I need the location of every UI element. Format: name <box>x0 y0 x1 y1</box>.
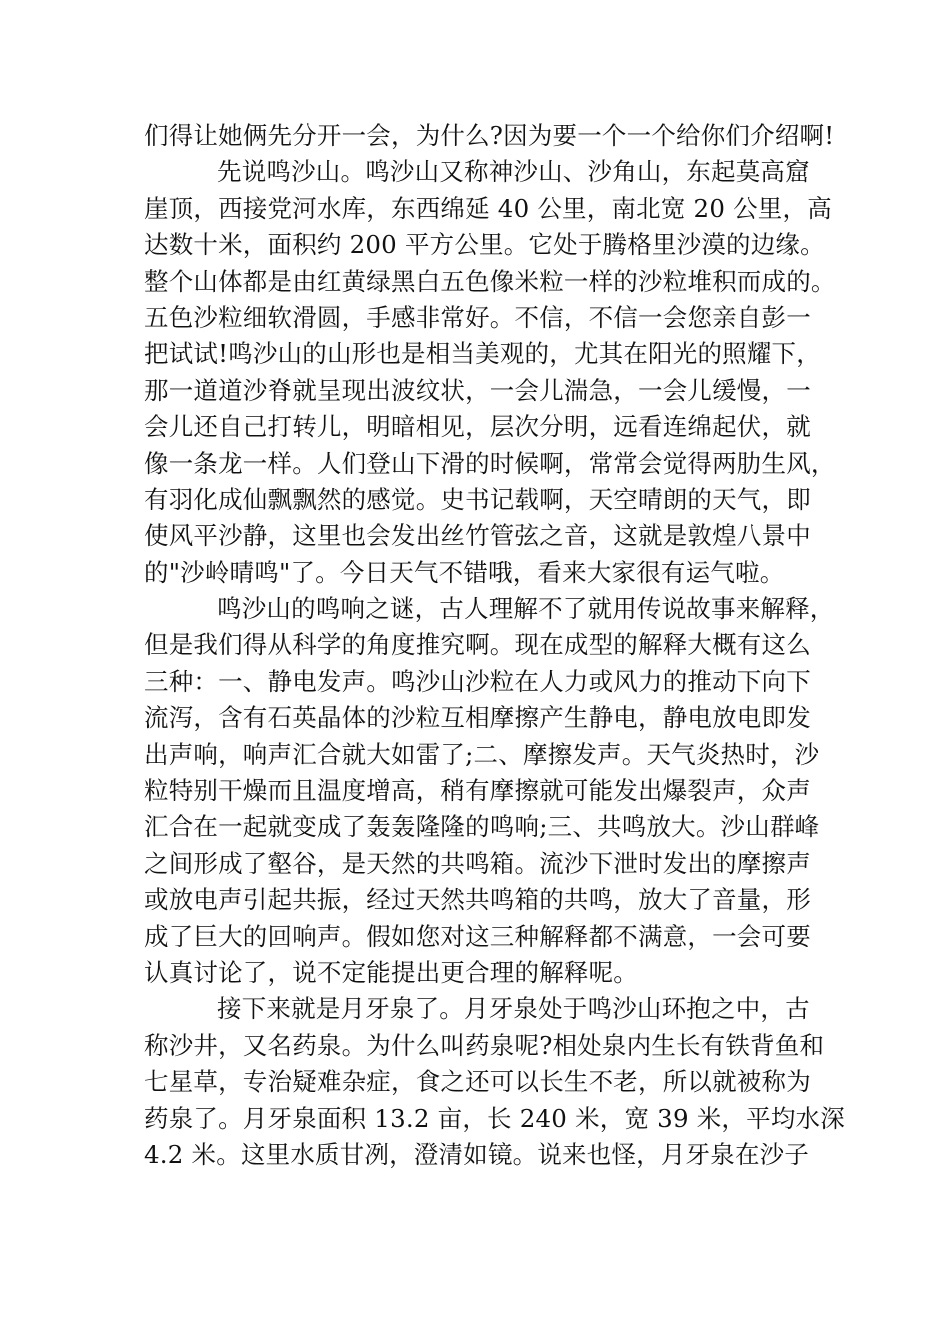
text-line: 汇合在一起就变成了轰轰隆隆的鸣响;三、共鸣放大。沙山群峰 <box>144 812 820 842</box>
text-line: 药泉了。月牙泉面积 13.2 亩，长 240 米，宽 39 米，平均水深 <box>144 1103 845 1133</box>
text-line: 们得让她俩先分开一会，为什么?因为要一个一个给你们介绍啊! <box>144 121 835 150</box>
text-line: 粒特别干燥而且温度增高，稍有摩擦就可能发出爆裂声，众声 <box>144 776 811 806</box>
text-line: 三种：一、静电发声。鸣沙山沙粒在人力或风力的推动下向下 <box>144 666 811 696</box>
text-line: 认真讨论了，说不定能提出更合理的解释呢。 <box>144 957 638 987</box>
text-line: 使风平沙静，这里也会发出丝竹管弦之音，这就是敦煌八景中 <box>144 521 811 551</box>
body-text <box>144 118 845 1173</box>
text-line: 会儿还自己打转儿，明暗相见，层次分明，远看连绵起伏，就 <box>144 412 811 442</box>
text-line: 像一条龙一样。人们登山下滑的时候啊，常常会觉得两肋生风， <box>144 448 836 478</box>
text-line: 崖顶，西接党河水库，东西绵延 40 公里，南北宽 20 公里，高 <box>144 193 832 223</box>
text-line: 的"沙岭晴鸣"了。今日天气不错哦，看来大家很有运气啦。 <box>144 557 785 587</box>
text-line: 但是我们得从科学的角度推究啊。现在成型的解释大概有这么 <box>144 630 811 660</box>
text-line: 有羽化成仙飘飘然的感觉。史书记载啊，天空晴朗的天气，即 <box>144 484 811 514</box>
text-line: 把试试!鸣沙山的山形也是相当美观的，尤其在阳光的照耀下， <box>144 339 821 369</box>
paragraph-start-line: 鸣沙山的鸣响之谜，古人理解不了就用传说故事来解释， <box>217 594 835 624</box>
text-line: 那一道道沙脊就呈现出波纹状，一会儿湍急，一会儿缓慢，一 <box>144 375 811 405</box>
text-line: 达数十米，面积约 200 平方公里。它处于腾格里沙漠的边缘。 <box>144 230 825 260</box>
text-line: 之间形成了壑谷，是天然的共鸣箱。流沙下泄时发出的摩擦声 <box>144 848 811 878</box>
text-line: 整个山体都是由红黄绿黑白五色像米粒一样的沙粒堆积而成的。 <box>144 266 836 296</box>
paragraph-start-line: 先说鸣沙山。鸣沙山又称神沙山、沙角山，东起莫高窟 <box>217 157 810 187</box>
text-line: 4.2 米。这里水质甘冽，澄清如镜。说来也怪，月牙泉在沙子 <box>144 1139 810 1169</box>
text-line: 成了巨大的回响声。假如您对这三种解释都不满意，一会可要 <box>144 921 811 951</box>
text-line: 五色沙粒细软滑圆，手感非常好。不信，不信一会您亲自彭一 <box>144 302 811 332</box>
text-line: 七星草，专治疑难杂症，食之还可以长生不老，所以就被称为 <box>144 1067 811 1097</box>
paragraph-start-line: 接下来就是月牙泉了。月牙泉处于鸣沙山环抱之中，古 <box>217 994 810 1024</box>
text-line: 流泻，含有石英晶体的沙粒互相摩擦产生静电，静电放电即发 <box>144 703 811 733</box>
text-line: 或放电声引起共振，经过天然共鸣箱的共鸣，放大了音量，形 <box>144 885 811 915</box>
text-line: 出声响，响声汇合就大如雷了;二、摩擦发声。天气炎热时，沙 <box>144 739 820 769</box>
text-line: 称沙井，又名药泉。为什么叫药泉呢?相处泉内生长有铁背鱼和 <box>144 1030 825 1060</box>
